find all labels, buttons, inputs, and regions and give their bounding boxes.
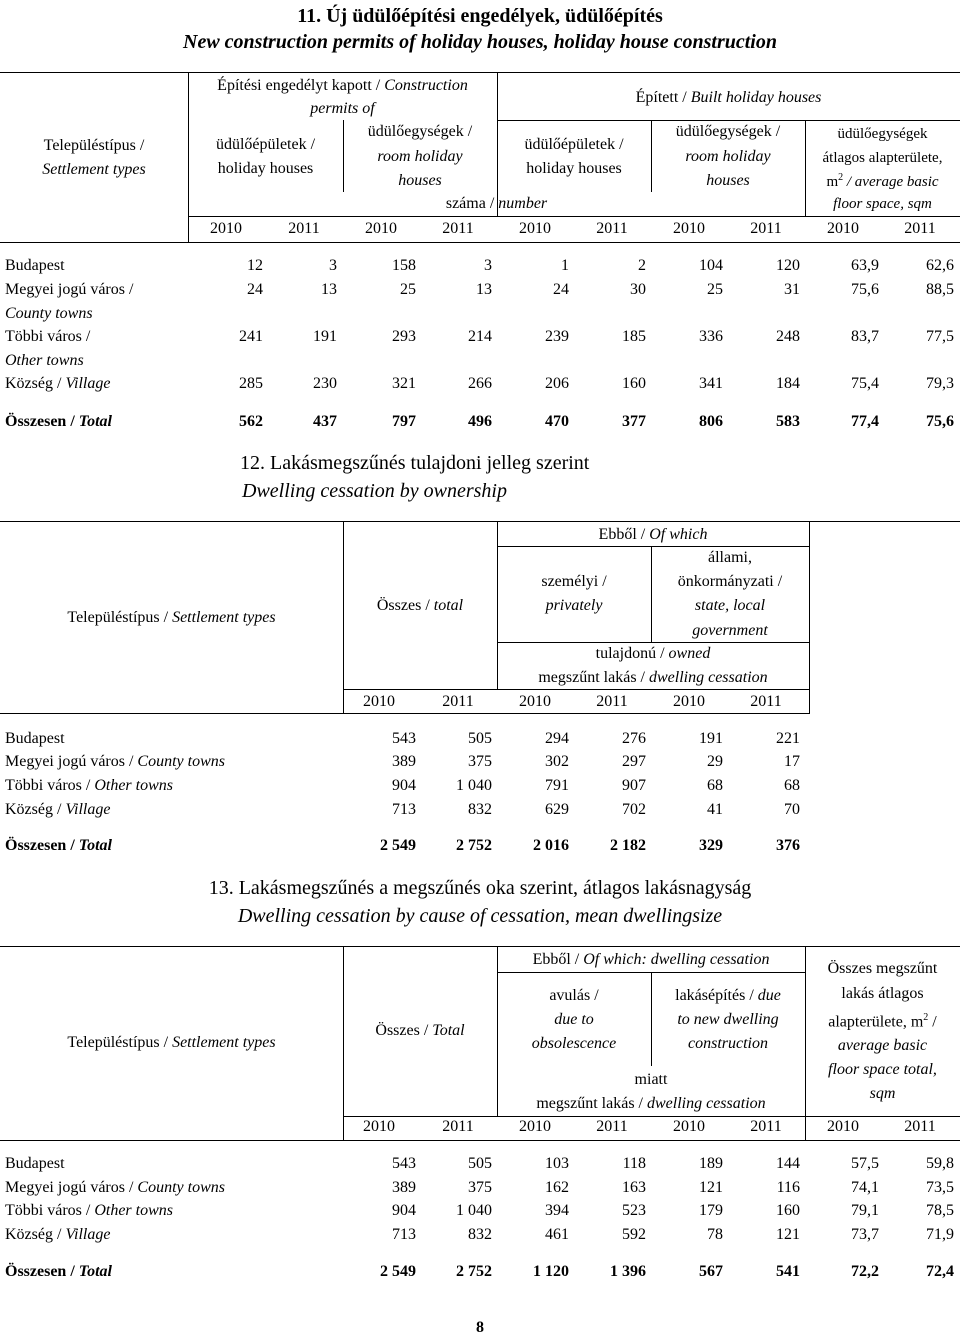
table-cell: 241 [239, 328, 263, 345]
year-label: 2010 [519, 220, 551, 237]
total-cell: 1 396 [610, 1263, 646, 1280]
total-cell: 2 752 [456, 837, 492, 854]
table-cell: 297 [622, 753, 646, 770]
total-cell: 806 [699, 413, 723, 430]
avg-area-header-en3: sqm [869, 1085, 896, 1102]
table-cell: 185 [622, 328, 646, 345]
avg-area-header: Összes megszűnt [827, 960, 938, 977]
settlement-type-header: Településtípus / [43, 137, 145, 154]
table-cell: 79,1 [851, 1202, 879, 1219]
table-cell: 832 [468, 1226, 492, 1243]
table-cell: 70 [784, 801, 800, 818]
year-label: 2010 [673, 693, 705, 710]
row-label-en: County towns [137, 753, 225, 770]
rule [0, 1140, 960, 1141]
year-label: 2010 [363, 693, 395, 710]
table-cell: 1 [561, 257, 569, 274]
built-units-header: üdülőegységek / [675, 123, 781, 140]
area-header: üdülőegységek [837, 126, 928, 142]
table-cell: 79,3 [926, 375, 954, 392]
table-cell: 341 [699, 375, 723, 392]
new-construction-header: lakásépítés / due [675, 987, 781, 1004]
year-label: 2011 [442, 693, 474, 710]
table-cell: 321 [392, 375, 416, 392]
rule [497, 972, 805, 973]
table-cell: 179 [699, 1202, 723, 1219]
table-cell: 523 [622, 1202, 646, 1219]
table-cell: 121 [776, 1226, 800, 1243]
built-buildings-header-en: holiday houses [526, 160, 622, 177]
row-label-hu: Község / [5, 375, 66, 392]
rule [0, 521, 960, 522]
year-label: 2011 [596, 693, 628, 710]
table-cell: 505 [468, 730, 492, 747]
total-header: Összes / total [376, 597, 464, 614]
total-cell: 562 [239, 413, 263, 430]
total-cell: 583 [776, 413, 800, 430]
table-cell: 907 [622, 777, 646, 794]
year-label: 2011 [904, 220, 936, 237]
table-cell: 71,9 [926, 1226, 954, 1243]
table-cell: 293 [392, 328, 416, 345]
table-cell: 103 [545, 1155, 569, 1172]
obsolescence-header: avulás / [549, 987, 599, 1004]
row-label-hu: Budapest [5, 1155, 65, 1172]
total-cell: 77,4 [851, 413, 879, 430]
total-label-en: Total [78, 413, 112, 430]
table-11-title: 11. Új üdülőépítési engedélyek, üdülőépítés [297, 5, 663, 27]
table-cell: 59,8 [926, 1155, 954, 1172]
area-header-2: átlagos alapterülete, [822, 150, 943, 166]
year-label: 2010 [519, 693, 551, 710]
total-cell: 470 [545, 413, 569, 430]
rule [343, 689, 809, 690]
permits-header: Építési engedélyt kapott / Construction [217, 77, 468, 94]
total-label-hu: Összesen / [5, 837, 79, 854]
table-cell: 543 [392, 1155, 416, 1172]
row-label-hu: Megyei jogú város / [5, 1179, 138, 1196]
table-cell: 904 [392, 777, 416, 794]
rule [497, 642, 809, 643]
total-cell: 2 549 [380, 1263, 416, 1280]
rule [0, 946, 960, 947]
table-cell: 12 [247, 257, 263, 274]
year-label: 2011 [288, 220, 320, 237]
row-label-hu: Megyei jogú város / [5, 753, 138, 770]
row-label-en: Other towns [94, 777, 173, 794]
row-label-hu: Többi város / [5, 777, 95, 794]
table-13-subtitle: Dwelling cessation by cause of cessation, mean dwellingsize [237, 905, 723, 927]
total-cell: 2 752 [456, 1263, 492, 1280]
year-label: 2010 [827, 1118, 859, 1135]
total-cell: 496 [468, 413, 492, 430]
of-which-header: Ebből / Of which: dwelling cessation [532, 951, 770, 968]
rule [497, 120, 960, 121]
settlement-type-header: Településtípus / Settlement types [67, 609, 276, 626]
table-cell: 375 [468, 1179, 492, 1196]
permit-units-header: üdülőegységek / [367, 123, 473, 140]
table-cell: 389 [392, 753, 416, 770]
table-cell: 68 [784, 777, 800, 794]
table-cell: 592 [622, 1226, 646, 1243]
row-label [5, 731, 65, 747]
table-cell: 505 [468, 1155, 492, 1172]
table-cell: 24 [553, 281, 569, 298]
table-cell: 144 [776, 1155, 800, 1172]
new-construction-header-en: to new dwelling [677, 1011, 779, 1028]
table-cell: 31 [784, 281, 800, 298]
table-cell: 78,5 [926, 1202, 954, 1219]
total-cell: 72,4 [926, 1263, 954, 1280]
rule [0, 72, 960, 73]
table-cell: 120 [776, 257, 800, 274]
row-label [5, 258, 65, 274]
table-13-title: 13. Lakásmegszűnés a megszűnés oka szerint, átlagos lakásnagyság [208, 877, 752, 899]
year-label: 2010 [365, 220, 397, 237]
year-label: 2011 [596, 220, 628, 237]
row-label [5, 1227, 110, 1243]
avg-area-header-3: alapterülete, $m^2$ / [828, 1012, 937, 1031]
row-label-hu: Megyei jogú város / [5, 281, 134, 298]
table-cell: 713 [392, 1226, 416, 1243]
table-cell: 285 [239, 375, 263, 392]
table-cell: 2 [638, 257, 646, 274]
row-label [5, 802, 110, 818]
number-header: száma / number [445, 195, 548, 212]
obsolescence-header-en: due to [554, 1011, 594, 1028]
table-cell: 3 [329, 257, 337, 274]
table-cell: 83,7 [851, 328, 879, 345]
rule [343, 1116, 960, 1117]
row-label-hu: Község / [5, 1226, 66, 1243]
total-cell: 797 [392, 413, 416, 430]
table-cell: 266 [468, 375, 492, 392]
table-cell: 160 [776, 1202, 800, 1219]
total-cell: 2 549 [380, 837, 416, 854]
total-cell: 437 [313, 413, 337, 430]
state-header-en2: government [692, 622, 768, 639]
area-header-4: floor space, sqm [833, 196, 932, 212]
table-cell: 239 [545, 328, 569, 345]
state-header: állami, [708, 549, 752, 566]
year-label: 2010 [673, 1118, 705, 1135]
row-label [5, 329, 90, 345]
row-label-en: County towns [137, 1179, 225, 1196]
total-label-en: Total [78, 1263, 112, 1280]
total-cell: 2 182 [610, 837, 646, 854]
table-12-title: 12. Lakásmegszűnés tulajdoni jelleg szerint [240, 452, 590, 474]
table-cell: 17 [784, 753, 800, 770]
year-label: 2010 [673, 220, 705, 237]
table-cell: 206 [545, 375, 569, 392]
table-cell: 163 [622, 1179, 646, 1196]
ceased-header: megszűnt lakás / dwelling cessation [536, 1095, 766, 1112]
total-cell: 541 [776, 1263, 800, 1280]
table-cell: 74,1 [851, 1179, 879, 1196]
row-label-hu: Budapest [5, 257, 65, 274]
year-label: 2011 [442, 1118, 474, 1135]
table-cell: 162 [545, 1179, 569, 1196]
table-cell: 104 [699, 257, 723, 274]
table-cell: 214 [468, 328, 492, 345]
permit-units-header-en2: houses [398, 172, 442, 189]
total-header: Összes / Total [375, 1022, 465, 1039]
table-cell: 543 [392, 730, 416, 747]
table-cell: 832 [468, 801, 492, 818]
total-cell: 1 120 [533, 1263, 569, 1280]
table-cell: 294 [545, 730, 569, 747]
built-buildings-header: üdülőépületek / [524, 136, 624, 153]
permit-buildings-header-en: holiday houses [217, 160, 314, 177]
avg-area-header-en2: floor space total, [828, 1061, 937, 1078]
table-cell: 68 [707, 777, 723, 794]
state-header-2: önkormányzati / [677, 573, 783, 590]
table-cell: 73,7 [851, 1226, 879, 1243]
of-which-header: Ebből / Of which [598, 526, 708, 543]
row-label-hu: Többi város / [5, 1202, 95, 1219]
table-cell: 118 [622, 1155, 646, 1172]
table-cell: 75,4 [851, 375, 879, 392]
year-label: 2011 [442, 220, 474, 237]
table-cell: 191 [699, 730, 723, 747]
table-cell: 791 [545, 777, 569, 794]
settlement-type-header-en: Settlement types [42, 161, 146, 178]
table-cell: 116 [776, 1179, 800, 1196]
row-label-en: County towns [5, 305, 93, 322]
table-cell: 13 [321, 281, 337, 298]
rule [0, 713, 810, 714]
table-cell: 336 [699, 328, 723, 345]
year-label: 2011 [750, 220, 782, 237]
total-cell: 376 [776, 837, 800, 854]
permit-units-header-en: room holiday [377, 148, 463, 165]
settlement-type-header: Településtípus / Settlement types [67, 1034, 276, 1051]
rule [188, 216, 960, 217]
rule [497, 546, 809, 547]
private-header: személyi / [541, 573, 607, 590]
table-11-subtitle: New construction permits of holiday houses, holiday house construction [183, 31, 777, 53]
permit-buildings-header: üdülőépületek / [215, 136, 316, 153]
table-cell: 88,5 [926, 281, 954, 298]
table-cell: 389 [392, 1179, 416, 1196]
table-cell: 73,5 [926, 1179, 954, 1196]
total-label [5, 414, 112, 430]
table-cell: 158 [392, 257, 416, 274]
table-cell: 13 [476, 281, 492, 298]
table-cell: 63,9 [851, 257, 879, 274]
total-label [5, 838, 112, 854]
row-label [5, 1203, 173, 1219]
year-label: 2010 [519, 1118, 551, 1135]
table-cell: 394 [545, 1202, 569, 1219]
row-label [5, 778, 173, 794]
table-cell: 3 [484, 257, 492, 274]
page-number: 8 [476, 1319, 484, 1336]
row-label [5, 1180, 225, 1196]
total-cell: 2 016 [533, 837, 569, 854]
rule [0, 242, 960, 243]
total-cell: 72,2 [851, 1263, 879, 1280]
row-label-hu: Község / [5, 801, 66, 818]
table-cell: 29 [707, 753, 723, 770]
total-cell: 377 [622, 413, 646, 430]
table-cell: 230 [313, 375, 337, 392]
table-cell: 461 [545, 1226, 569, 1243]
table-cell: 629 [545, 801, 569, 818]
table-cell: 302 [545, 753, 569, 770]
private-header-en: privately [545, 597, 603, 614]
ceased-header: megszűnt lakás / dwelling cessation [538, 669, 768, 686]
table-cell: 25 [400, 281, 416, 298]
row-label [5, 754, 225, 770]
area-header-3: $m^2$ / average basic [826, 172, 939, 190]
total-label-hu: Összesen / [5, 413, 79, 430]
total-label-en: Total [78, 837, 112, 854]
table-cell: 78 [707, 1226, 723, 1243]
table-cell: 121 [699, 1179, 723, 1196]
total-label [5, 1264, 112, 1280]
owned-header: tulajdonú / owned [595, 645, 711, 662]
table-cell: 276 [622, 730, 646, 747]
table-cell: 57,5 [851, 1155, 879, 1172]
year-label: 2010 [363, 1118, 395, 1135]
table-cell: 375 [468, 753, 492, 770]
table-cell: 77,5 [926, 328, 954, 345]
table-cell: 1 040 [456, 777, 492, 794]
row-label-hu: Budapest [5, 730, 65, 747]
table-cell: 904 [392, 1202, 416, 1219]
rule [809, 521, 810, 713]
table-cell: 713 [392, 801, 416, 818]
rule [343, 521, 344, 713]
year-label: 2011 [904, 1118, 936, 1135]
row-label-en: Village [65, 375, 111, 392]
table-cell: 702 [622, 801, 646, 818]
year-label: 2011 [750, 1118, 782, 1135]
obsolescence-header-en2: obsolescence [531, 1035, 617, 1052]
table-cell: 30 [630, 281, 646, 298]
table-cell: 41 [707, 801, 723, 818]
row-label-en: Village [65, 1226, 111, 1243]
table-cell: 191 [313, 328, 337, 345]
table-cell: 189 [699, 1155, 723, 1172]
table-cell: 160 [622, 375, 646, 392]
avg-area-header-2: lakás átlagos [841, 985, 924, 1002]
total-label-hu: Összesen / [5, 1263, 79, 1280]
built-header: Épített / Built holiday houses [635, 89, 822, 106]
rule [343, 946, 344, 1140]
row-label-hu: Többi város / [5, 328, 91, 345]
row-label [5, 282, 133, 298]
table-cell: 24 [247, 281, 263, 298]
table-cell: 1 040 [456, 1202, 492, 1219]
total-cell: 567 [699, 1263, 723, 1280]
total-cell: 329 [699, 837, 723, 854]
row-label-en: Other towns [5, 352, 84, 369]
year-label: 2011 [750, 693, 782, 710]
table-cell: 25 [707, 281, 723, 298]
row-label [5, 1156, 65, 1172]
table-cell: 75,6 [851, 281, 879, 298]
year-label: 2011 [596, 1118, 628, 1135]
state-header-en: state, local [694, 597, 766, 614]
avg-area-header-en: average basic [837, 1037, 928, 1054]
because-header: miatt [634, 1071, 668, 1088]
table-cell: 62,6 [926, 257, 954, 274]
year-label: 2010 [210, 220, 242, 237]
table-12-subtitle: Dwelling cessation by ownership [242, 480, 507, 502]
year-label: 2010 [827, 220, 859, 237]
row-label [5, 376, 110, 392]
row-label-en: Other towns [94, 1202, 173, 1219]
table-cell: 184 [776, 375, 800, 392]
permits-header-en: permits of [310, 100, 375, 117]
new-construction-header-en2: construction [688, 1035, 768, 1052]
built-units-header-en: room holiday [685, 148, 771, 165]
row-label-en: Village [65, 801, 111, 818]
total-cell: 75,6 [926, 413, 954, 430]
table-cell: 221 [776, 730, 800, 747]
table-cell: 248 [776, 328, 800, 345]
built-units-header-en2: houses [706, 172, 750, 189]
